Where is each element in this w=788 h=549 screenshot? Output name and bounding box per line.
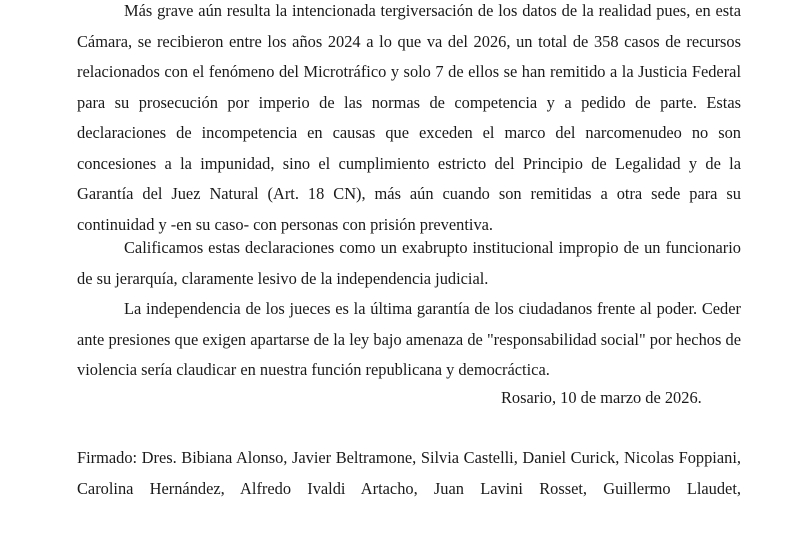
paragraph-qualification: Calificamos estas declaraciones como un exabrupto institucional impropio de un funcionario de su jerarquía, claramente lesivo de la independencia judicial. bbox=[77, 238, 741, 288]
paragraph-statistics: Más grave aún resulta la intencionada tergiversación de los datos de la realidad pues, en esta Cámara, se recibieron entre los años 2024 a lo que va del 2026, un total de 358 casos de recursos relacionados con el fenómeno del Microtráfico y solo 7 de ellos se han remitido a la Justicia Federal para su prosecución por imperio de las normas de competencia y a pedido de parte. Estas declaraciones de incompetencia en causas que exceden el marco del narcomenudeo no son concesiones a la impunidad, sino el cumplimiento estricto del Principio de Legalidad y de la Garantía del Juez Natural (Art. 18 CN), más aún cuando son remitidas a otra sede para su continuidad y -en su caso- con personas con prisión preventiva. bbox=[77, 1, 741, 234]
date-line: Rosario, 10 de marzo de 2026. bbox=[501, 388, 702, 407]
paragraph-judicial-independence: La independencia de los jueces es la última garantía de los ciudadanos frente al poder. Ceder ante presiones que exigen apartarse de la ley bajo amenaza de "responsabilidad social" por hechos de violencia sería claudicar en nuestra función republicana y democráctica. bbox=[77, 299, 741, 379]
signatories-line: Firmado: Dres. Bibiana Alonso, Javier Beltramone, Silvia Castelli, Daniel Curick, Nicolas Foppiani, Carolina Hernández, Alfredo Ivaldi Artacho, Juan Lavini Rosset, Guillermo Llaudet, bbox=[77, 448, 741, 498]
